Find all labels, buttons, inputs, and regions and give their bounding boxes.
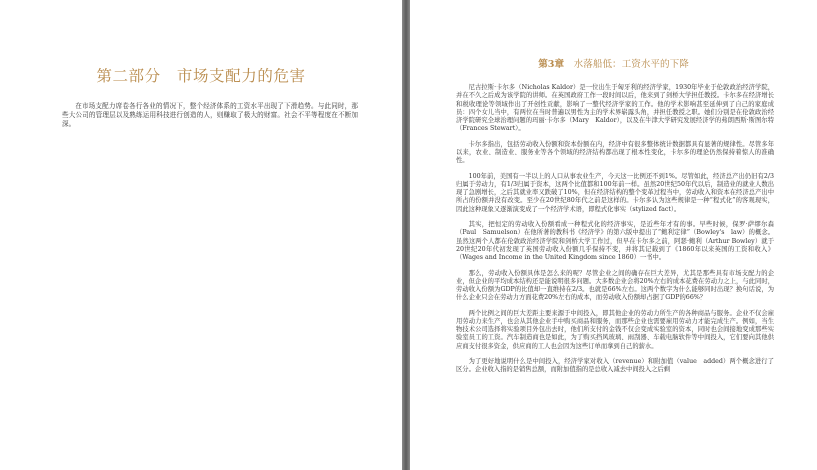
body-paragraph: 两个比例之间的巨大差距主要来源于中间投入，即其他企业的劳动力所生产的各种商品与服务。企业不仅会雇用劳动力来生产，也会从其他企业手中购买商品和服务，而那些企业也需要雇用劳动力才能完成生产。例如，当生物技术公司选择将实验项目外包出去时，他们所支付的金钱不仅会变成实验室的资本，同时也会间接地变成那些实验室员工的工资。汽车制造商也是如此，为了购买挡风玻璃、雨刮器、车载电脑软件等中间投入，它们要向其他供应商支付很多资金，供应商的工人也会因为这些订单而拿到自己的薪水。: [456, 309, 774, 350]
chapter-title: [410, 56, 817, 70]
part-title: 第二部分 市场支配力的危害: [96, 67, 306, 85]
body-paragraph: 那么，劳动收入份额具体是怎么来的呢？尽管企业之间的确存在巨大差异，尤其是那些具有市场支配力的企业，但企业的平均成本结构还是能说明很多问题。大多数企业会将20%左右的成本花费在劳动力之上，与此同时，劳动收入份额为GDP的比值却一直维持在2/3。也就是66%左右。这两个数字为什么能够同时出现？换句话说，为什么企业只会在劳动力方面花费20%左右的成本，而劳动收入份额却占据了GDP的66%？: [456, 269, 774, 302]
page-gutter: [402, 0, 410, 470]
left-page: [0, 0, 402, 470]
right-page: [410, 0, 817, 470]
body-paragraph: 尼古拉斯·卡尔多（Nicholas Kaldor）是一位出生于匈牙利的经济学家，1930年毕业于伦敦政治经济学院，并在不久之后成为该学院的讲师。在英国政府工作一段时间以后，他来到了剑桥大学担任教授。卡尔多在经济增长和税收理论等领域作出了开创性贡献，影响了一整代经济学家的工作。他的学术影响甚至延伸到了自己的家庭成员：四个女儿当中，有两位在当时普遍以男性为主的学术界崭露头角，并担任教授之职。她们分别是在伦敦政治经济学院研究全球治理问题的玛丽·卡尔多（Mary Kaldor），以及在牛津大学研究发展经济学的弗朗西斯·斯图尔特（Frances Stewart）。: [456, 84, 774, 133]
chapter-title-text: 水落船低：工资水平的下降: [573, 59, 689, 70]
chapter-body: [456, 84, 774, 382]
part-intro-paragraph: 在市场支配力席卷各行各业的情况下，整个经济体系的工资水平出现了下滑趋势。与此同时，那些大公司的管理层以及熟练运用科技进行创造的人，则赚取了极大的财富。社会不平等程度在不断加深。: [62, 102, 358, 128]
body-paragraph: 为了更好地说明什么是中间投入，经济学家对收入（revenue）和附加值（value added）两个概念进行了区分。企业收入指的是销售总额，而附加值指的是总收入减去中间投入之后剩: [456, 358, 774, 374]
body-paragraph: 100年前，美国有一半以上的人口从事农业生产，今天这一比例还不到1%。尽管如此，经济总产出仍旧有2/3归属于劳动力，有1/3归属于资本，这两个比值都和100年前一样。虽然20世纪50年代以后，制造业的就业人数出现了急剧增长，之后其就业率又跌破了10%，但在经济结构的整个变革过程当中，劳动收入和资本在经济总产出中所占的份额并没有改变。至少在20世纪80年代之前是这样的。卡尔多认为这些规律是一种“程式化”的客观现实，因此这种现象又逐渐演变成了一个经济学术语，即程式化事实（stylized fact）。: [456, 172, 774, 213]
body-paragraph: 卡尔多指出，包括劳动收入份额和资本份额在内，经济中有很多整体统计数据都具有显著的规律性。尽管多年以来，农业、制造业、服务业等各个领域的经济结构都出现了根本性变化，卡尔多的理论仍然保持着惊人的准确性。: [456, 140, 774, 165]
body-paragraph: 其实，把恒定的劳动收入份额看成一种程式化的经济事实，是近些年才有的事。早些时候，保罗·萨缪尔森（Paul Samuelson）在他所著的教科书《经济学》的第六版中提出了“鲍利定律”（Bowley's law）的概念。虽然这两个人都在伦敦政治经济学院和剑桥大学工作过，但早在卡尔多之前，阿瑟·鲍利（Arthur Bowley）就于20世纪20年代初发现了英国劳动收入份额几乎保持不变，并将其记载到了《1860年以来英国的工资和收入》（Wages and Income in the United Kingdom since 1860）一书中。: [456, 221, 774, 262]
chapter-label: 第3章: [538, 59, 565, 70]
